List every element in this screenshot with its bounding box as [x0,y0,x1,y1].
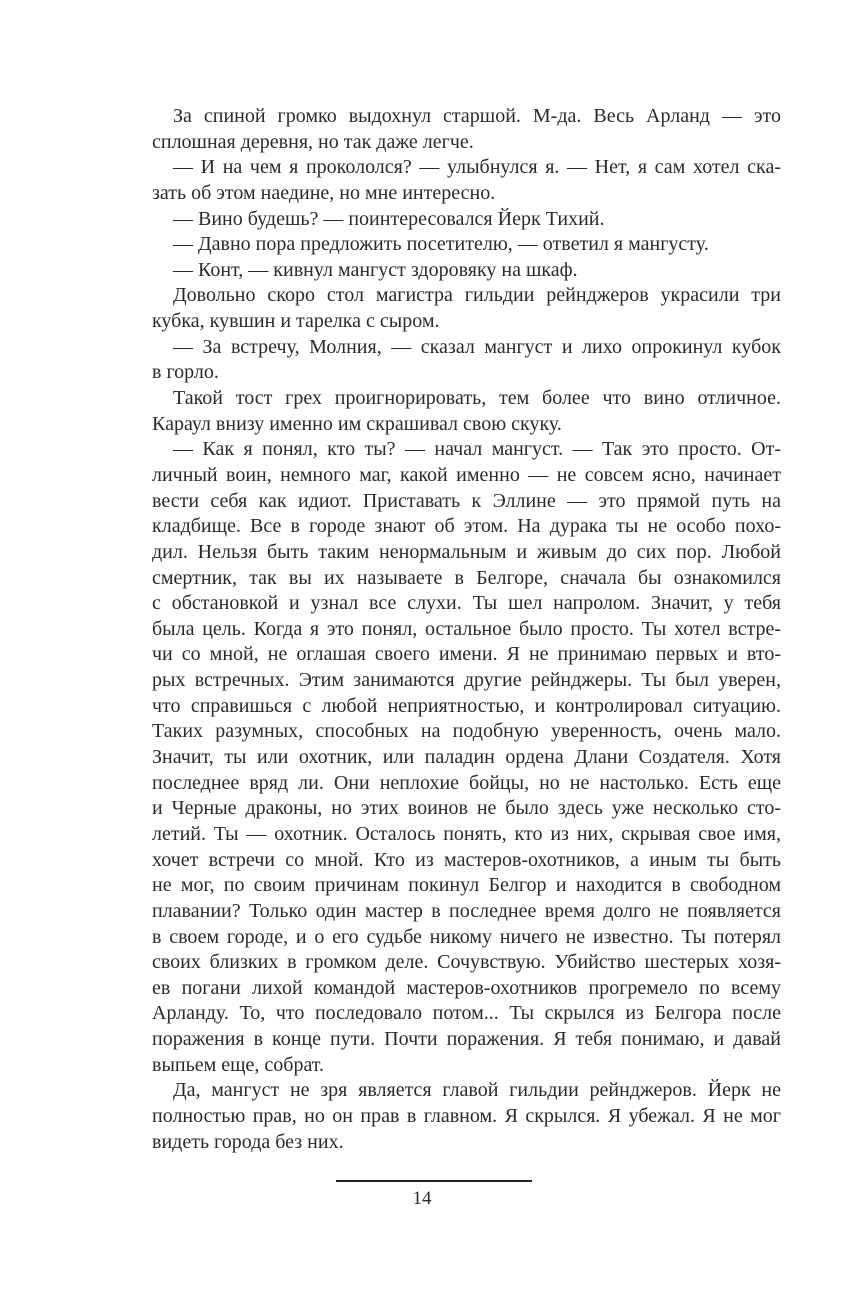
page-number: 14 [412,1188,432,1209]
text-line: вести себя как идиот. Приставать к Эллине — это прямой путь на [152,489,781,512]
text-line: последнее вряд ли. Они неплохие бойцы, но не настолько. Есть еще [152,771,781,794]
text-line: — Как я понял, кто ты? — начал мангуст. — Так это просто. От- [173,438,781,461]
text-line: дил. Нельзя быть таким ненормальным и живым до сих пор. Любой [152,540,781,563]
text-line: — За встречу, Молния, — сказал мангуст и лихо опрокинул кубок [173,335,781,358]
text-line: полностью прав, но он прав в главном. Я скрылся. Я убежал. Я не мог [152,1104,781,1127]
text-line: в горло. [152,361,219,384]
text-line: Таких разумных, способных на подобную уверенность, очень мало. [152,720,781,743]
text-line: летий. Ты — охотник. Осталось понять, кто из них, скрывая свое имя, [152,822,781,845]
text-line: хочет встречи со мной. Кто из мастеров-охотников, а иным ты быть [152,848,781,871]
text-line: Да, мангуст не зря является главой гильдии рейнджеров. Йерк не [173,1079,781,1102]
text-line: кубка, кувшин и тарелка с сыром. [152,310,440,333]
text-line: За спиной громко выдохнул старшой. М-да. Весь Арланд — это [173,105,781,127]
text-line: личный воин, немного маг, какой именно — не совсем ясно, начинает [152,463,781,486]
text-line: ев погани лихой командой мастеров-охотников прогремело по всему [152,976,781,999]
text-line: рых встречных. Этим занимаются другие рейнджеры. Ты был уверен, [152,669,781,692]
text-line: что справишься с любой неприятностью, и контролировал ситуацию. [152,694,781,717]
text-line: была цель. Когда я это понял, остальное было просто. Ты хотел встре- [152,617,781,640]
text-line: поражения в конце пути. Почти поражения. Я тебя понимаю, и давай [152,1028,781,1051]
text-line: чи со мной, не оглашая своего имени. Я не принимаю первых и вто- [152,643,781,666]
text-line: Значит, ты или охотник, или паладин ордена Длани Создателя. Хотя [152,746,781,769]
text-line: Караул внизу именно им скрашивал свою скуку. [152,412,562,435]
text-line: с обстановкой и узнал все слухи. Ты шел напролом. Значит, у тебя [152,592,781,615]
text-line: смертник, так вы их называете в Белгоре, сначала бы ознакомился [152,566,781,589]
text-line: своих близких в громком деле. Сочувствую. Убийство шестерых хозя- [152,951,781,974]
footer-rule [336,1180,532,1182]
text-line: — Вино будешь? — поинтересовался Йерк Тихий. [173,207,605,230]
text-line: Арланду. То, что последовало потом... Ты скрылся из Белгора после [152,1002,781,1025]
text-line: — Конт, — кивнул мангуст здоровяку на шкаф. [173,258,578,281]
text-line: — И на чем я прокололся? — улыбнулся я. — Нет, я сам хотел ска- [173,156,781,179]
text-line: и Черные драконы, но этих воинов не было здесь уже несколько сто- [152,797,781,820]
text-line: Такой тост грех проигнорировать, тем более что вино отличное. [173,387,781,410]
text-line: плавании? Только один мастер в последнее время долго не появляется [152,899,781,922]
text-line: сплошная деревня, но так даже легче. [152,130,474,153]
text-line: кладбище. Все в городе знают об этом. На дурака ты не особо похо- [152,515,781,538]
text-line: — Давно пора предложить посетителю, — ответил я мангусту. [173,233,709,256]
text-line: не мог, по своим причинам покинул Белгор и находится в свободном [152,874,781,897]
text-line: в своем городе, и о его судьбе никому ничего не известно. Ты потерял [152,925,781,948]
body-text [152,104,781,1155]
text-line: зать об этом наедине, но мне интересно. [152,181,496,204]
text-line: видеть города без них. [152,1130,344,1153]
text-line: выпьем еще, собрат. [152,1053,325,1076]
text-line: Довольно скоро стол магистра гильдии рейнджеров украсили три [173,284,781,307]
